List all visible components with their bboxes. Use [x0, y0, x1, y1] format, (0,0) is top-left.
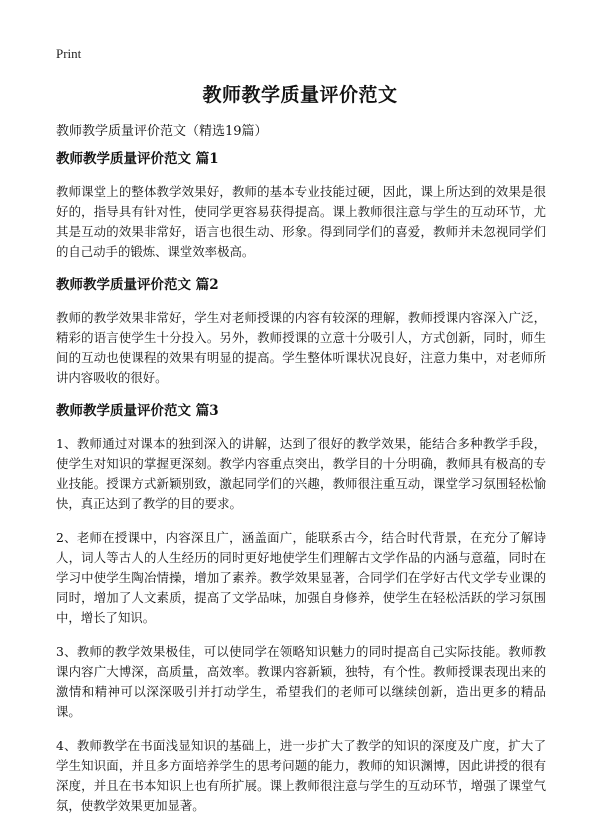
section-2-paragraph-1: 教师的教学效果非常好，学生对老师授课的内容有较深的理解，教师授课内容深入广泛，精彩的语言使学生十分投入。另外，教师授课的立意十分吸引人，方式创新，同时，师生间的互动也使课程的效果有明显的提高。学生整体听课状况良好，注意力集中，对老师所讲内容吸收的很好。 — [56, 310, 546, 385]
section-heading-3: 教师教学质量评价范文 篇3 — [56, 403, 219, 419]
print-link[interactable]: Print — [56, 46, 82, 61]
section-3-paragraph-1: 1、教师通过对课本的独到深入的讲解，达到了很好的教学效果，能结合多种教学手段，使学生对知识的掌握更深刻。教学内容重点突出，教学目的十分明确，教师具有极高的专业技能。授课方式新颖别致，激起同学们的兴趣，教师很注重互动，课堂学习氛围轻松愉快，真正达到了教学的目的要求。 — [56, 436, 546, 511]
document-content — [56, 150, 546, 830]
section-3-paragraph-2: 2、老师在授课中，内容深且广，涵盖面广，能联系古今，结合时代背景，在充分了解诗人，词人等古人的人生经历的同时更好地使学生们理解古文学作品的内涵与意蕴，同时在学习中使学生陶冶情操，增加了素养。教学效果显著，合同学们在学好古代文学专业课的同时，增加了人文素质，提高了文学品味，加强自身修养，使学生在轻松活跃的学习氛围中，增长了知识。 — [56, 530, 546, 625]
section-3-paragraph-3: 3、教师的教学效果极佳，可以使同学在领略知识魅力的同时提高自己实际技能。教师教课内容广大博深，高质量，高效率。教课内容新颖，独特，有个性。教师授课表现出来的激情和精神可以深深吸引并打动学生，希望我们的老师可以继续创新，造出更多的精品课。 — [56, 644, 546, 719]
section-3-paragraph-4: 4、教师教学在书面浅显知识的基础上，进一步扩大了教学的知识的深度及广度，扩大了学生知识面，并且多方面培养学生的思考问题的能力，教师的知识渊博，因此讲授的很有深度，并且在书本知识上也有所扩展。课上教师很注意与学生的互动环节，增强了课堂气氛，使教学效果更加显著。 — [56, 738, 546, 813]
section-heading-1: 教师教学质量评价范文 篇1 — [56, 151, 219, 167]
document-title: 教师教学质量评价范文 — [202, 84, 398, 106]
section-heading-2: 教师教学质量评价范文 篇2 — [56, 277, 219, 293]
document-subtitle: 教师教学质量评价范文（精选19篇） — [56, 124, 268, 139]
section-1-paragraph-1: 教师课堂上的整体教学效果好，教师的基本专业技能过硬，因此，课上所达到的效果是很好的，指导具有针对性，使同学更容易获得提高。课上教师很注意与学生的互动环节，尤其是互动的效果非常好，语言也很生动、形象。得到同学们的喜爱，教师并未忽视同学们的自己动手的锻炼、课堂效率极高。 — [56, 184, 546, 259]
